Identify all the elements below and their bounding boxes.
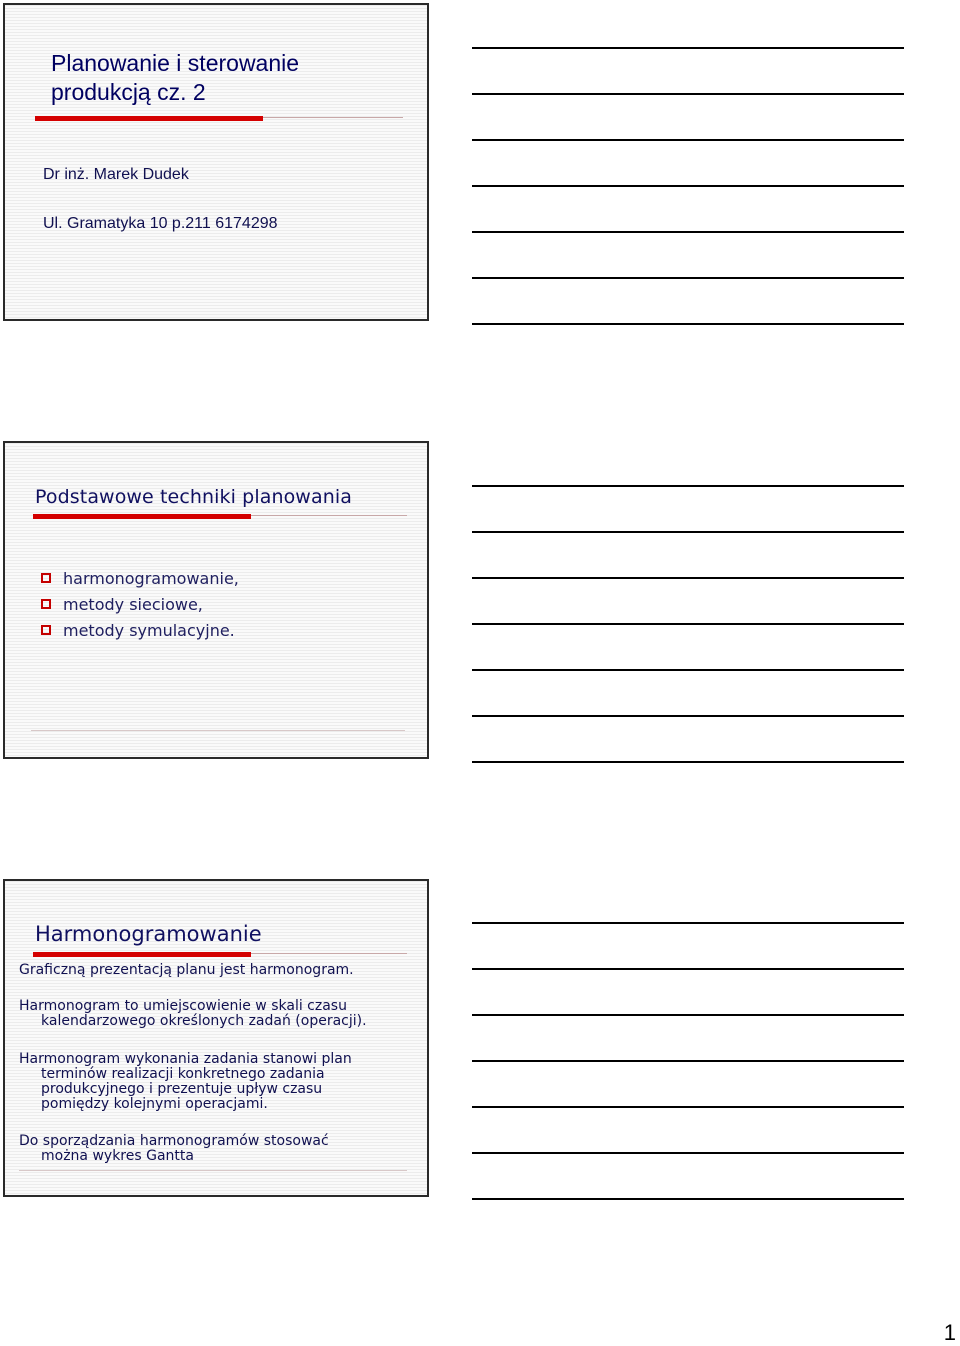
list-item bbox=[41, 592, 239, 618]
slide-1-title-line-2: produkcją cz. 2 bbox=[51, 79, 206, 105]
paragraph-line: Harmonogram to umiejscowienie w skali czasu bbox=[19, 998, 347, 1014]
notes-line bbox=[472, 323, 904, 325]
technique-list bbox=[41, 566, 239, 644]
notes-line bbox=[472, 968, 904, 970]
paragraph-line: Graficzną prezentacją planu jest harmonogram. bbox=[19, 962, 354, 978]
notes-line bbox=[472, 577, 904, 579]
slide-1-title-line-1: Planowanie i sterowanie bbox=[51, 50, 300, 76]
notes-line bbox=[472, 93, 904, 95]
list-item-label: harmonogramowanie, bbox=[63, 569, 239, 588]
title-underline bbox=[251, 953, 407, 954]
paragraph bbox=[19, 963, 419, 978]
paragraph-line: produkcyjnego i prezentuje upływ czasu bbox=[41, 1081, 323, 1097]
footer-divider bbox=[19, 1170, 407, 1171]
notes-line bbox=[472, 1106, 904, 1108]
notes-line bbox=[472, 485, 904, 487]
paragraph bbox=[19, 999, 419, 1029]
paragraph-line: pomiędzy kolejnymi operacjami. bbox=[41, 1096, 268, 1112]
title-underline bbox=[263, 117, 403, 118]
author-address: Ul. Gramatyka 10 p.211 6174298 bbox=[43, 215, 278, 232]
title-underline bbox=[251, 515, 407, 516]
title-accent-bar bbox=[35, 116, 263, 121]
notes-line bbox=[472, 623, 904, 625]
title-accent-bar bbox=[33, 514, 251, 519]
notes-line bbox=[472, 185, 904, 187]
page-number: 1 bbox=[943, 1320, 956, 1345]
notes-line bbox=[472, 761, 904, 763]
paragraph-line: terminów realizacji konkretnego zadania bbox=[41, 1066, 325, 1082]
notes-line bbox=[472, 715, 904, 717]
slide-1 bbox=[3, 3, 429, 321]
square-bullet-icon bbox=[41, 573, 51, 583]
paragraph-line: kalendarzowego określonych zadań (operacji). bbox=[41, 1013, 367, 1029]
footer-divider bbox=[31, 730, 405, 731]
paragraph-line: Do sporządzania harmonogramów stosować bbox=[19, 1133, 329, 1149]
title-accent-bar bbox=[33, 952, 251, 957]
notes-line bbox=[472, 1152, 904, 1154]
author-name: Dr inż. Marek Dudek bbox=[43, 166, 189, 183]
paragraph bbox=[19, 1134, 419, 1164]
square-bullet-icon bbox=[41, 625, 51, 635]
notes-line bbox=[472, 922, 904, 924]
list-item bbox=[41, 618, 239, 644]
notes-line bbox=[472, 47, 904, 49]
notes-line bbox=[472, 231, 904, 233]
notes-line bbox=[472, 669, 904, 671]
slide-2 bbox=[3, 441, 429, 759]
slide-2-title: Podstawowe techniki planowania bbox=[35, 486, 352, 508]
slide-3-title: Harmonogramowanie bbox=[35, 922, 262, 946]
notes-line bbox=[472, 139, 904, 141]
notes-line bbox=[472, 1014, 904, 1016]
list-item-label: metody sieciowe, bbox=[63, 595, 203, 614]
paragraph bbox=[19, 1052, 419, 1112]
slide-1-title bbox=[51, 49, 411, 107]
square-bullet-icon bbox=[41, 599, 51, 609]
notes-line bbox=[472, 277, 904, 279]
list-item-label: metody symulacyjne. bbox=[63, 621, 235, 640]
notes-line bbox=[472, 531, 904, 533]
list-item bbox=[41, 566, 239, 592]
notes-line bbox=[472, 1060, 904, 1062]
paragraph-line: Harmonogram wykonania zadania stanowi plan bbox=[19, 1051, 352, 1067]
paragraph-line: można wykres Gantta bbox=[41, 1148, 194, 1164]
slide-3 bbox=[3, 879, 429, 1197]
notes-line bbox=[472, 1198, 904, 1200]
